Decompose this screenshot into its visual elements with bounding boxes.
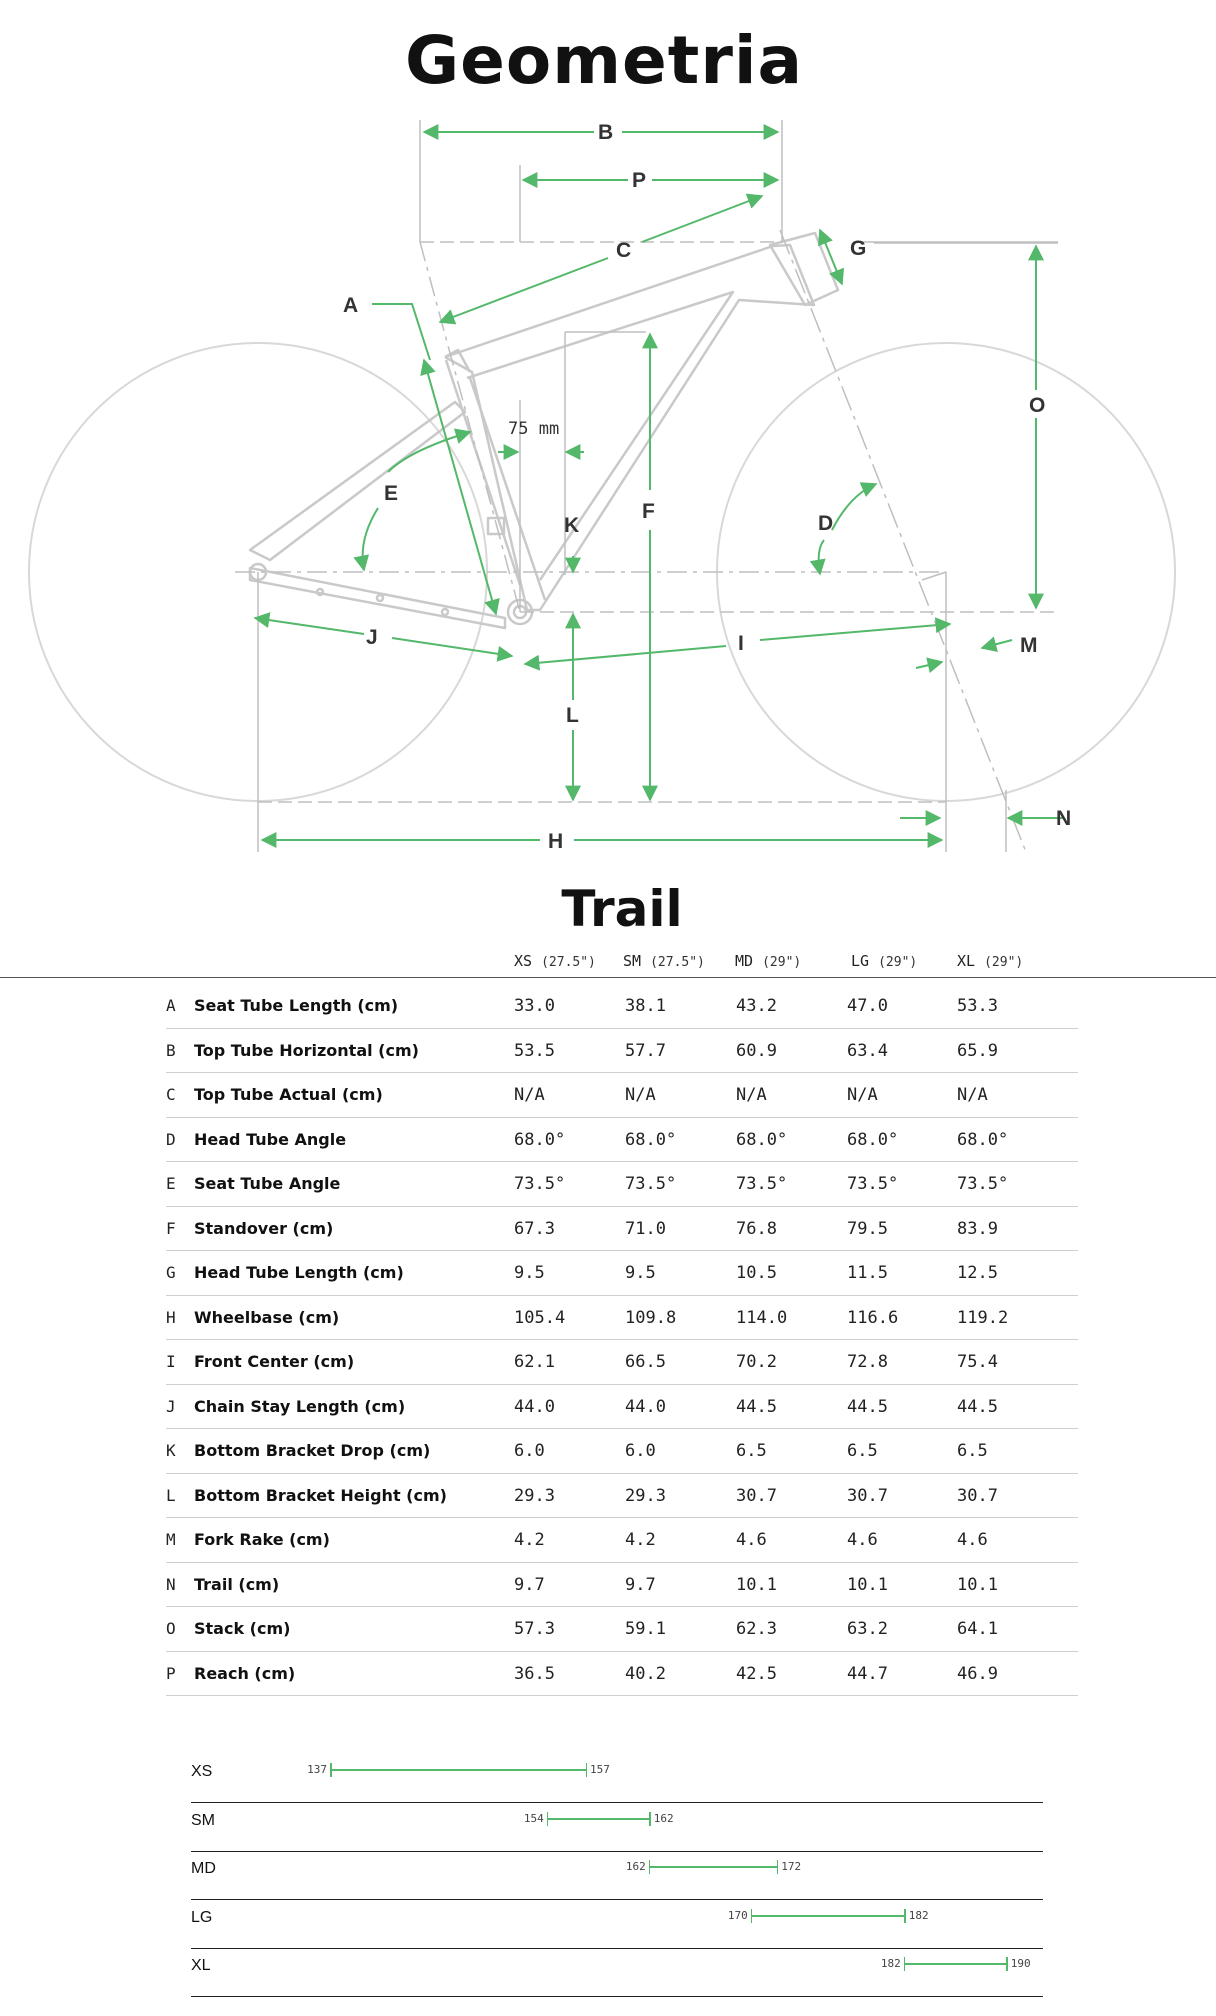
arrow-a [372,304,430,360]
cell-sm: 66.5 [625,1352,666,1372]
rider-max-height: 157 [590,1763,610,1776]
row-letter: O [166,1619,176,1638]
cell-md: 114.0 [736,1307,788,1328]
row-letter: I [166,1352,176,1371]
rider-height-range-bar [905,1963,1007,1965]
rider-height-range-bar [752,1915,905,1917]
row-label: Standover (cm) [194,1218,334,1238]
letter-g: G [850,237,867,260]
cell-xl: 68.0° [957,1129,1009,1150]
cell-xs: 57.3 [514,1619,555,1639]
cell-sm: 40.2 [625,1663,666,1684]
reference-lines [235,120,1058,852]
rider-max-height: 182 [908,1908,929,1922]
table-row [166,984,1078,1029]
cell-xl: 119.2 [957,1307,1009,1328]
row-label: Trail (cm) [194,1574,280,1594]
rider-min-height: 182 [880,1957,901,1970]
table-row [166,1118,1078,1163]
cell-sm: 59.1 [625,1619,666,1639]
row-label: Stack (cm) [194,1619,291,1638]
cell-lg: 44.5 [847,1396,888,1417]
cell-xs: 44.0 [514,1396,555,1417]
cell-xs: 33.0 [514,996,555,1016]
letter-n: N [1056,807,1072,830]
cell-lg: 11.5 [847,1263,888,1283]
arrow-i [525,646,726,664]
cell-lg: 47.0 [847,996,888,1016]
cell-lg: N/A [847,1085,878,1105]
size-code: SM [623,952,642,970]
cell-lg: 6.5 [847,1441,878,1461]
size-column-sm [623,952,705,970]
table-row [166,1385,1078,1430]
letter-k: K [564,514,580,537]
cell-xs: 29.3 [514,1485,555,1506]
cell-md: 62.3 [736,1619,777,1639]
row-label: Top Tube Horizontal (cm) [194,1040,419,1060]
row-label: Bottom Bracket Drop (cm) [194,1441,431,1460]
letter-m: M [1020,634,1038,657]
letter-l: L [566,704,579,727]
table-row [166,1429,1078,1474]
rider-row-md [191,1852,1043,1900]
row-label: Wheelbase (cm) [194,1307,340,1327]
cell-sm: N/A [625,1085,656,1105]
cell-lg: 68.0° [847,1129,899,1150]
row-label: Head Tube Length (cm) [194,1263,404,1282]
row-letter: D [166,1129,176,1149]
arrow-c [440,258,608,322]
row-label: Bottom Bracket Height (cm) [194,1485,447,1505]
cell-xs: 62.1 [514,1352,555,1372]
cell-lg: 79.5 [847,1218,888,1239]
rider-size-label: XS [191,1763,213,1780]
cell-sm: 29.3 [625,1485,666,1506]
cell-md: 73.5° [736,1174,788,1194]
row-letter: P [166,1663,176,1683]
geometry-table [166,984,1078,1696]
cell-lg: 63.2 [847,1619,888,1639]
cell-xl: 64.1 [957,1619,998,1639]
cell-md: 6.5 [736,1441,767,1461]
table-row [166,1474,1078,1519]
cell-md: 30.7 [736,1485,777,1506]
row-letter: E [166,1174,176,1193]
table-row [166,1207,1078,1252]
cell-xs: 9.7 [514,1574,545,1595]
table-row [166,1251,1078,1296]
table-row [166,1296,1078,1341]
rider-min-height: 170 [727,1908,748,1922]
row-letter: G [166,1263,176,1282]
rider-size-label: MD [191,1860,216,1877]
section-title: Trail [561,880,683,938]
cell-xl: 10.1 [957,1574,998,1595]
cell-sm: 109.8 [625,1307,677,1328]
size-column-xl [957,952,1023,970]
size-code: LG [851,952,870,970]
rider-max-height: 172 [781,1860,802,1873]
cell-md: 76.8 [736,1218,777,1239]
size-column-md [735,952,801,970]
cell-xl: 46.9 [957,1663,998,1684]
row-label: Seat Tube Length (cm) [194,996,399,1015]
table-row [166,1518,1078,1563]
rider-min-height: 154 [523,1811,544,1825]
cell-xs: 9.5 [514,1263,545,1283]
rider-size-label: SM [191,1811,215,1829]
rider-max-height: 190 [1010,1957,1031,1970]
row-label: Reach (cm) [194,1663,296,1683]
cell-xl: 53.3 [957,996,998,1016]
table-row [166,1029,1078,1074]
rider-max-height: 162 [653,1811,674,1825]
cell-lg: 30.7 [847,1485,888,1506]
row-letter: F [166,1218,176,1238]
table-row [166,1563,1078,1608]
row-letter: B [166,1040,176,1060]
wheel-size: (29") [878,955,918,970]
rider-height-range-bar [650,1866,778,1868]
table-row [166,1607,1078,1652]
rider-height-chart [0,1755,1216,1995]
cell-sm: 38.1 [625,996,666,1016]
cell-lg: 44.7 [847,1663,888,1684]
row-letter: A [166,996,176,1015]
size-code: XL [957,952,976,970]
size-code: MD [735,952,754,970]
cell-md: 42.5 [736,1663,777,1684]
cell-xl: 73.5° [957,1174,1009,1194]
cell-sm: 9.7 [625,1574,656,1595]
letter-i: I [738,632,744,655]
row-label: Fork Rake (cm) [194,1530,330,1549]
row-label: Chain Stay Length (cm) [194,1396,406,1416]
cell-xl: 6.5 [957,1441,988,1461]
table-row [166,1073,1078,1118]
letter-f: F [642,500,655,523]
cell-lg: 63.4 [847,1040,888,1061]
cell-xl: 83.9 [957,1218,998,1239]
cell-md: 70.2 [736,1352,777,1372]
cell-xl: 12.5 [957,1263,998,1283]
seat-offset-label: 75 mm [508,419,560,439]
row-label: Front Center (cm) [194,1352,355,1371]
cell-md: 68.0° [736,1129,788,1150]
letter-p: P [632,169,647,192]
rider-row-lg [191,1901,1043,1949]
cell-md: 4.6 [736,1530,767,1550]
cell-sm: 9.5 [625,1263,656,1283]
rider-size-label: LG [191,1908,213,1926]
cell-xs: 68.0° [514,1129,566,1150]
cell-sm: 57.7 [625,1040,666,1061]
size-code: XS [514,952,533,970]
row-label: Seat Tube Angle [194,1174,341,1193]
wheel-size: (29") [762,955,802,970]
arrow-j [255,618,364,634]
row-letter: H [166,1307,176,1327]
cell-xl: 44.5 [957,1396,998,1417]
cell-md: N/A [736,1085,767,1105]
cell-lg: 73.5° [847,1174,899,1194]
cell-sm: 68.0° [625,1129,677,1150]
cell-lg: 72.8 [847,1352,888,1372]
cell-xl: 30.7 [957,1485,998,1506]
page-title: Geometria [404,22,804,99]
bike-geometry-diagram [0,100,1216,870]
row-letter: M [166,1530,176,1549]
table-row [166,1162,1078,1207]
cell-xs: 67.3 [514,1218,555,1239]
cell-lg: 4.6 [847,1530,878,1550]
row-letter: J [166,1396,176,1416]
cell-sm: 6.0 [625,1441,656,1461]
row-letter: N [166,1574,176,1594]
cell-lg: 116.6 [847,1307,899,1328]
rider-min-height: 162 [625,1860,646,1873]
row-label: Top Tube Actual (cm) [194,1085,383,1104]
size-column-xs [514,952,596,970]
cell-xl: 65.9 [957,1040,998,1061]
cell-sm: 71.0 [625,1218,666,1239]
rider-row-sm [191,1804,1043,1852]
table-row [166,1652,1078,1697]
letter-o: O [1029,394,1046,417]
cell-xs: 105.4 [514,1307,566,1328]
cell-xs: 6.0 [514,1441,545,1461]
cell-xl: 4.6 [957,1530,988,1550]
cell-xs: 73.5° [514,1174,566,1194]
row-label: Head Tube Angle [194,1129,347,1149]
cell-xs: 36.5 [514,1663,555,1684]
arrow-d [832,484,876,530]
cell-xl: 75.4 [957,1352,998,1372]
dimension-letters [343,121,1071,853]
size-column-lg [851,952,917,970]
rider-min-height: 137 [307,1763,327,1776]
cell-sm: 4.2 [625,1530,656,1550]
row-letter: C [166,1085,176,1104]
letter-a: A [343,294,359,317]
rider-row-xs [191,1755,1043,1803]
letter-d: D [818,512,834,535]
cell-xs: N/A [514,1085,545,1105]
cell-md: 44.5 [736,1396,777,1417]
rider-height-range-bar [331,1769,586,1771]
cell-sm: 73.5° [625,1174,677,1194]
table-row [166,1340,1078,1385]
letter-b: B [598,121,614,144]
cell-md: 60.9 [736,1040,777,1061]
cell-md: 10.1 [736,1574,777,1595]
wheel-size: (27.5") [541,955,596,970]
cell-xl: N/A [957,1085,988,1105]
row-letter: L [166,1485,176,1505]
arrow-m [982,640,1012,648]
letter-c: C [616,239,632,262]
cell-sm: 44.0 [625,1396,666,1417]
cell-lg: 10.1 [847,1574,888,1595]
cell-md: 10.5 [736,1263,777,1283]
size-header [0,948,1216,978]
wheel-size: (27.5") [650,955,705,970]
rider-row-xl [191,1949,1043,1997]
letter-j: J [366,626,378,649]
row-letter: K [166,1441,176,1460]
rider-height-range-bar [548,1818,650,1820]
letter-h: H [548,830,564,853]
dimension-arrows [255,132,1064,840]
rider-size-label: XL [191,1957,211,1974]
cell-md: 43.2 [736,996,777,1016]
wheel-size: (29") [984,955,1024,970]
letter-e: E [384,482,399,505]
cell-xs: 4.2 [514,1530,545,1550]
cell-xs: 53.5 [514,1040,555,1061]
